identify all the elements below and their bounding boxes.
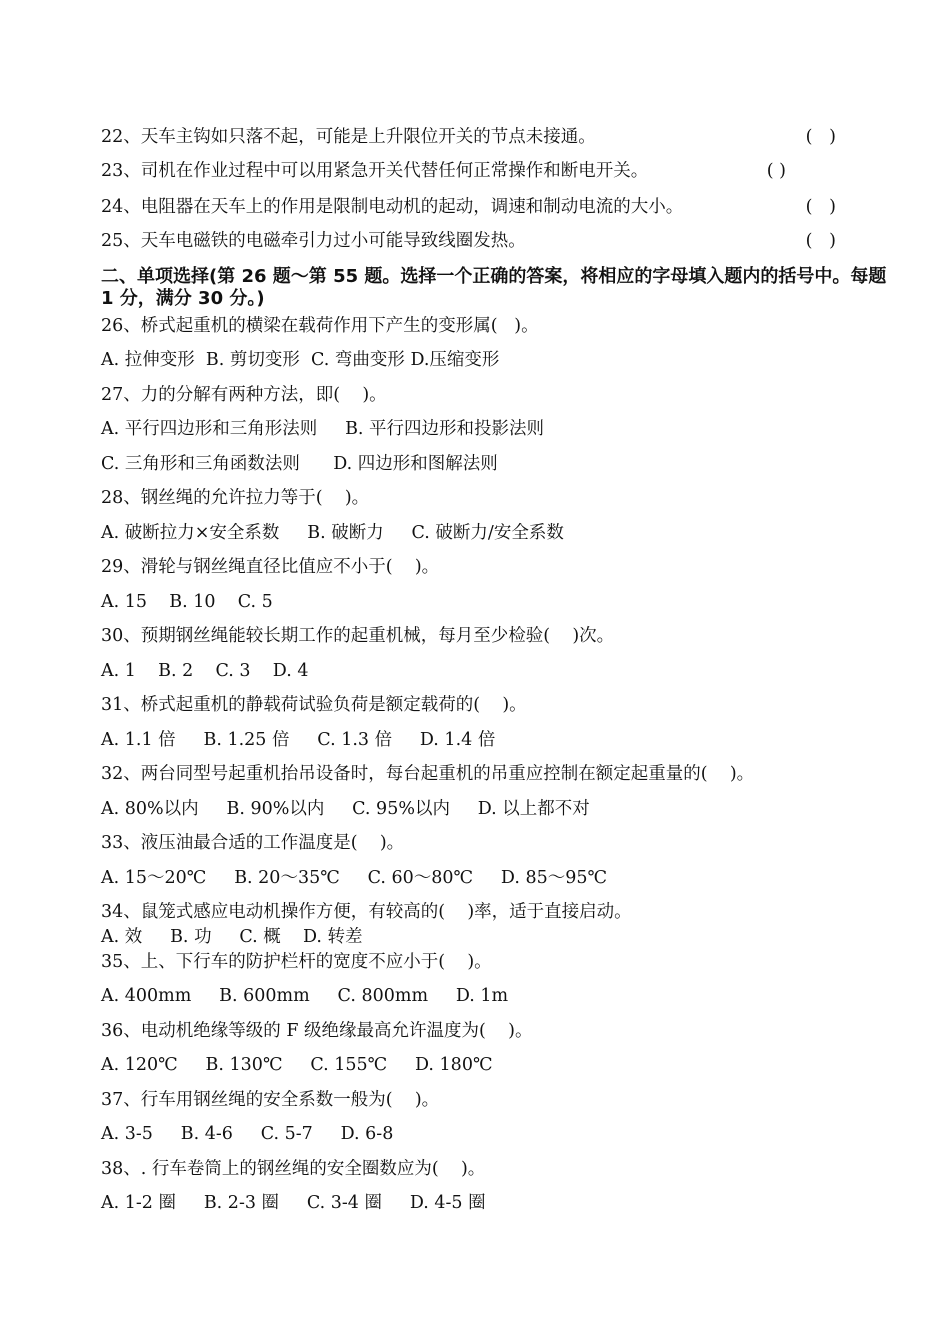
- section-heading: 二、单项选择(第 26 题～第 55 题。选择一个正确的答案，将相应的字母填入题内的括号中。每题 1 分，满分 30 分。): [101, 266, 887, 309]
- options-33: A. 15～20℃ B. 20～35℃ C. 60～80℃ D. 85～95℃: [101, 868, 608, 888]
- options-26: A. 拉伸变形 B. 剪切变形 C. 弯曲变形 D.压缩变形: [101, 350, 500, 370]
- tf-text: 22、天车主钩如只落不起，可能是上升限位开关的节点未接通。: [101, 127, 596, 147]
- options-27-a-b: A. 平行四边形和三角形法则 B. 平行四边形和投影法则: [101, 419, 545, 439]
- question-28: 28、钢丝绳的允许拉力等于( )。: [101, 488, 370, 508]
- options-31: A. 1.1 倍 B. 1.25 倍 C. 1.3 倍 D. 1.4 倍: [101, 730, 496, 750]
- answer-parentheses: ( ): [805, 127, 836, 147]
- question-35: 35、上、下行车的防护栏杆的宽度不应小于( )。: [101, 952, 492, 972]
- options-30: A. 1 B. 2 C. 3 D. 4: [101, 661, 309, 681]
- answer-parentheses: ( ): [805, 197, 836, 217]
- options-37: A. 3-5 B. 4-6 C. 5-7 D. 6-8: [101, 1124, 394, 1144]
- options-28: A. 破断拉力×安全系数 B. 破断力 C. 破断力/安全系数: [101, 523, 564, 543]
- options-27-c-d: C. 三角形和三角函数法则 D. 四边形和图解法则: [101, 454, 498, 474]
- options-34: A. 效 B. 功 C. 概 D. 转差: [101, 927, 363, 947]
- question-38: 38、. 行车卷筒上的钢丝绳的安全圈数应为( )。: [101, 1159, 486, 1179]
- question-27: 27、力的分解有两种方法，即( )。: [101, 385, 387, 405]
- tf-text: 25、天车电磁铁的电磁牵引力过小可能导致线圈发热。: [101, 231, 526, 251]
- tf-text: 24、电阻器在天车上的作用是限制电动机的起动，调速和制动电流的大小。: [101, 197, 684, 217]
- question-32: 32、两台同型号起重机抬吊设备时，每台起重机的吊重应控制在额定起重量的( )。: [101, 764, 755, 784]
- question-34: 34、鼠笼式感应电动机操作方便，有较高的( )率，适于直接启动。: [101, 902, 632, 922]
- options-36: A. 120℃ B. 130℃ C. 155℃ D. 180℃: [101, 1055, 493, 1075]
- options-38: A. 1-2 圈 B. 2-3 圈 C. 3-4 圈 D. 4-5 圈: [101, 1193, 486, 1213]
- question-29: 29、滑轮与钢丝绳直径比值应不小于( )。: [101, 557, 440, 577]
- question-31: 31、桥式起重机的静载荷试验负荷是额定载荷的( )。: [101, 695, 527, 715]
- question-36: 36、电动机绝缘等级的 F 级绝缘最高允许温度为( )。: [101, 1021, 533, 1041]
- question-37: 37、行车用钢丝绳的安全系数一般为( )。: [101, 1090, 440, 1110]
- tf-text: 23、司机在作业过程中可以用紧急开关代替任何正常操作和断电开关。: [101, 161, 649, 181]
- options-29: A. 15 B. 10 C. 5: [101, 592, 273, 612]
- question-26: 26、桥式起重机的横梁在载荷作用下产生的变形属( )。: [101, 316, 539, 336]
- options-32: A. 80%以内 B. 90%以内 C. 95%以内 D. 以上都不对: [101, 799, 590, 819]
- question-30: 30、预期钢丝绳能较长期工作的起重机械，每月至少检验( )次。: [101, 626, 615, 646]
- options-35: A. 400mm B. 600mm C. 800mm D. 1m: [101, 986, 509, 1006]
- answer-parentheses: ( ): [805, 231, 836, 251]
- answer-parentheses: ( ): [766, 161, 786, 181]
- question-33: 33、液压油最合适的工作温度是( )。: [101, 833, 405, 853]
